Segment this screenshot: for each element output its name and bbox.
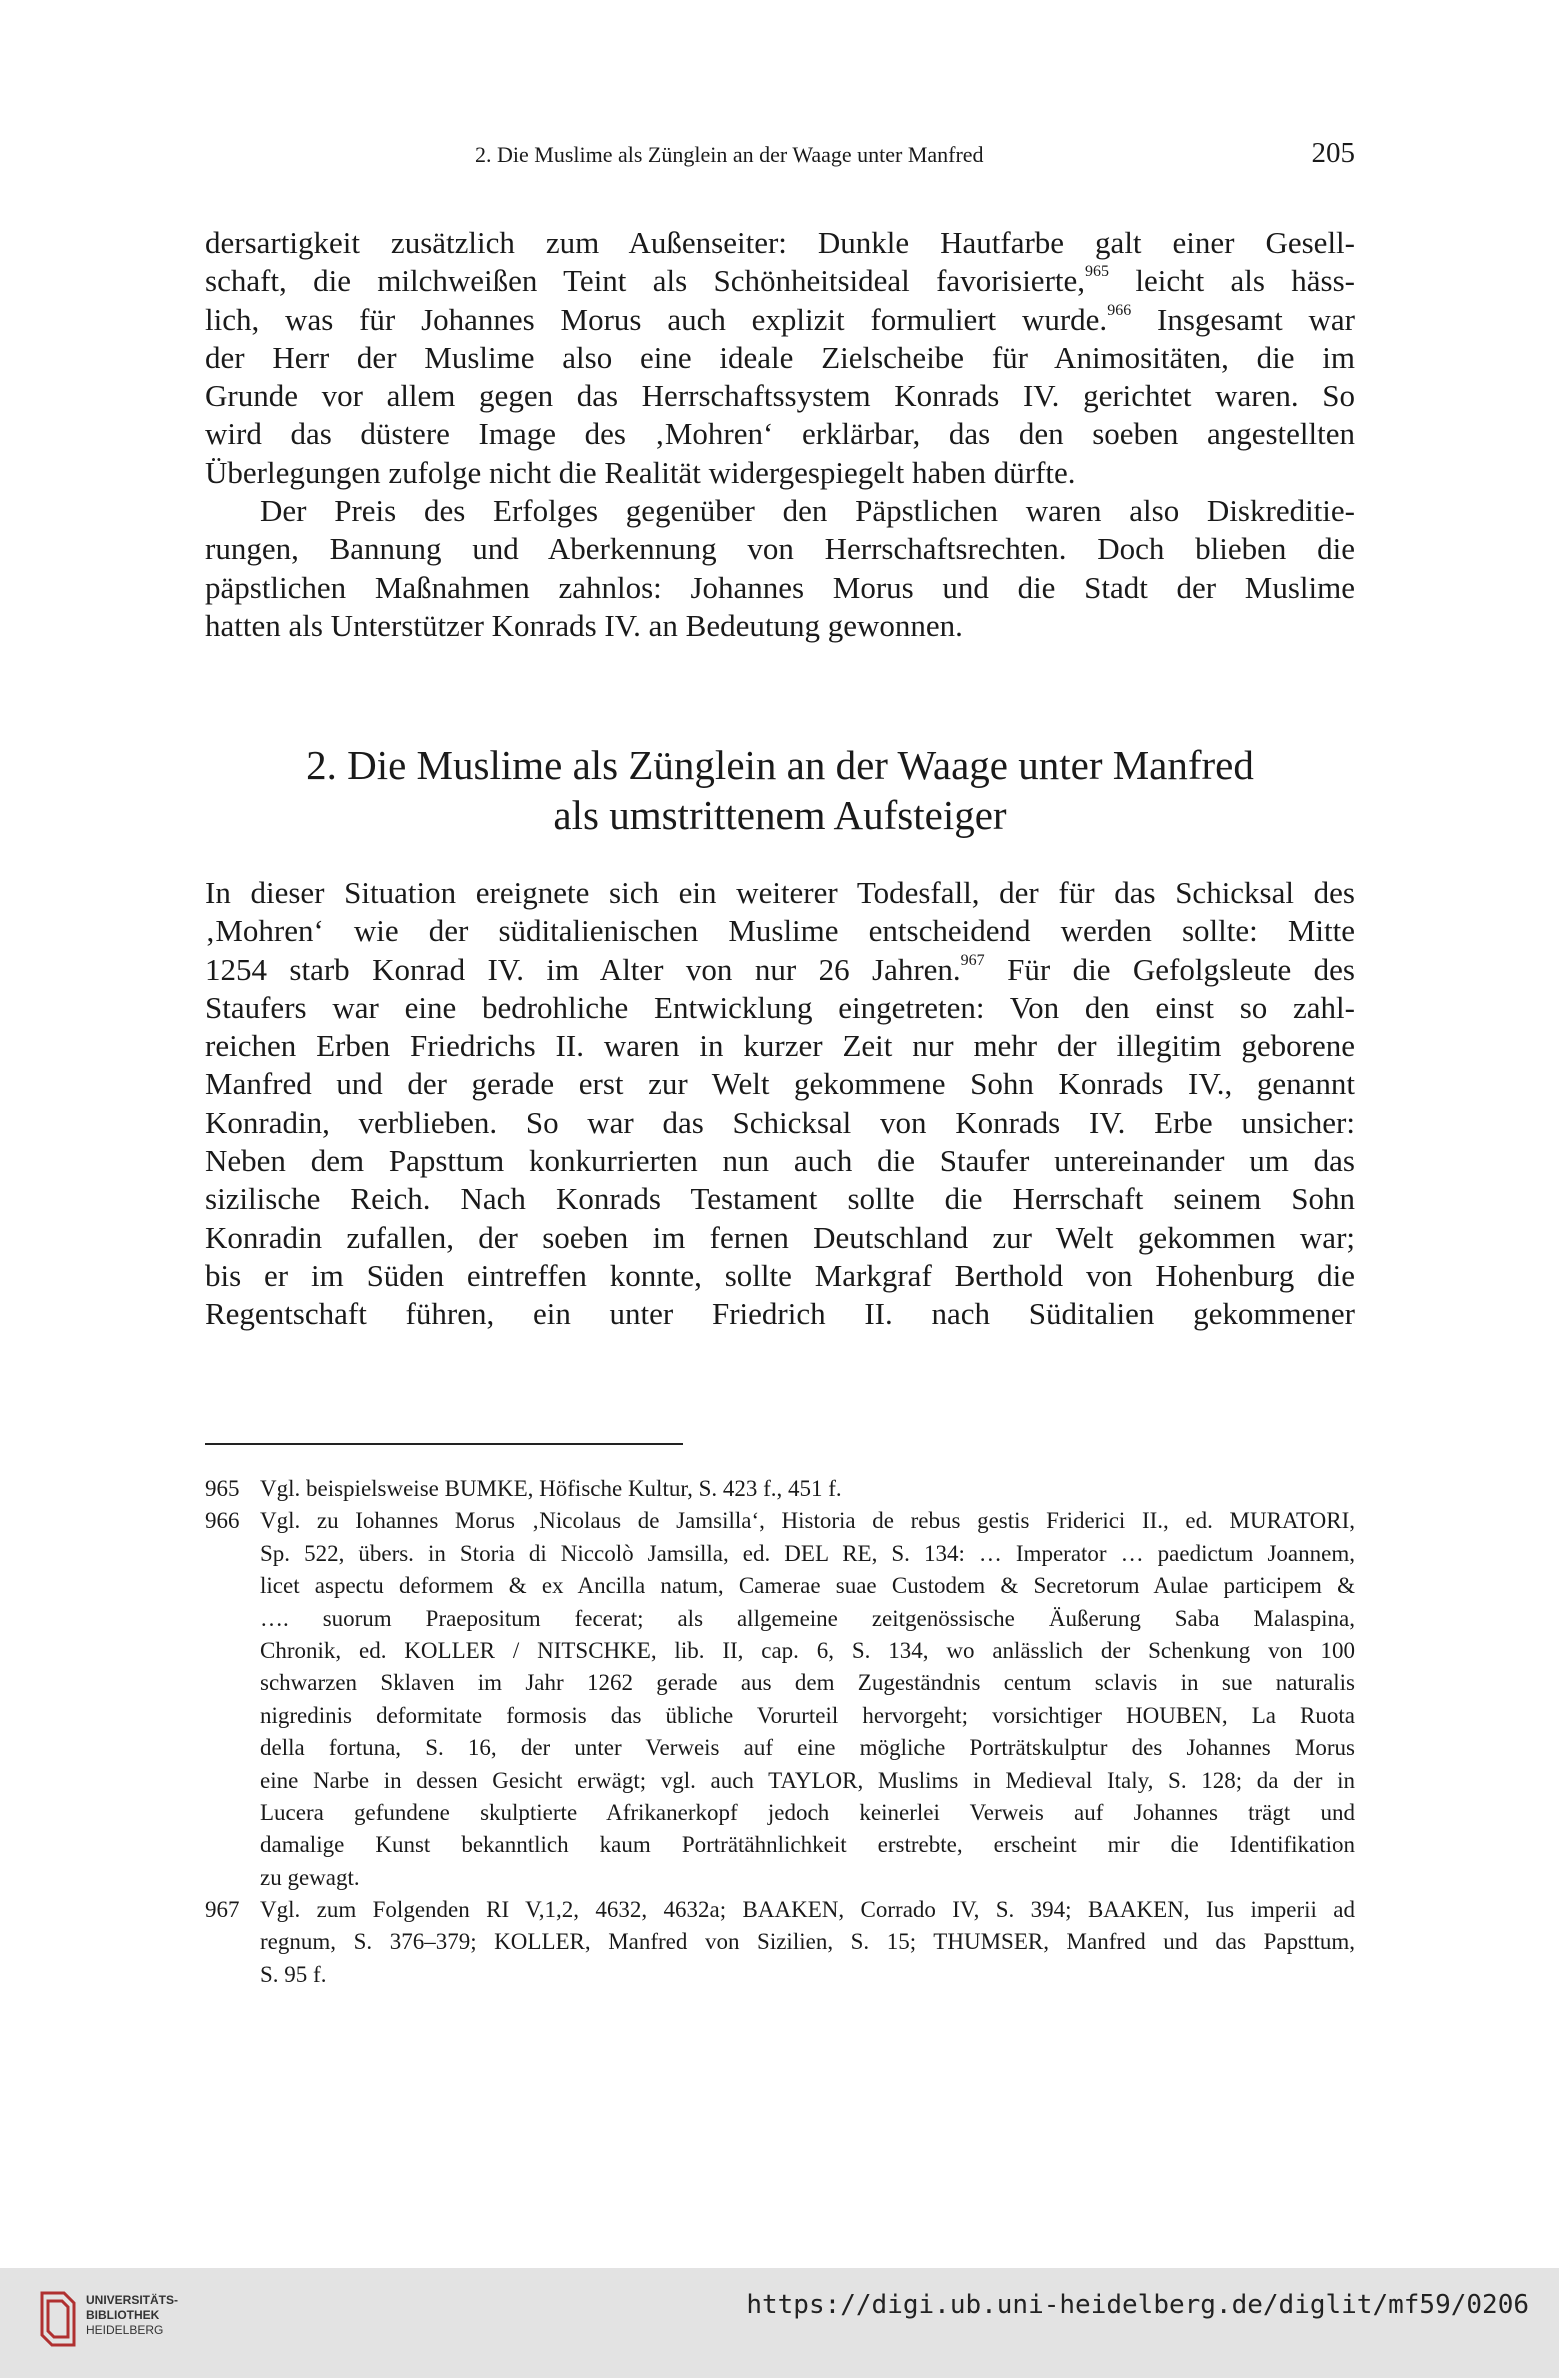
text-line: schaft, die milchweißen Teint als Schönheitsideal favorisierte,$^{965}$ leicht als häss- (205, 263, 1355, 299)
library-emblem-icon (38, 2287, 78, 2351)
logo-text: UNIVERSITÄTS- BIBLIOTHEK HEIDELBERG (86, 2293, 179, 2337)
footnote-line: nigredinis deformitate formosis das übliche Vorurteil hervorgeht; vorsichtiger HOUBEN, La Ruota (260, 1702, 1355, 1728)
text-line: lich, was für Johannes Morus auch explizit formuliert wurde.$^{966}$ Insgesamt war (205, 301, 1356, 337)
footnote-line: regnum, S. 376–379; KOLLER, Manfred von Sizilien, S. 15; THUMSER, Manfred und das Papsttum, (260, 1929, 1355, 1955)
text-line: rungen, Bannung und Aberkennung von Herrschaftsrechten. Doch blieben die (205, 531, 1355, 567)
footnote-ref-966[interactable]: 966 (1107, 301, 1132, 319)
footnote-line: zu gewagt. (260, 1864, 360, 1890)
university-library-logo[interactable] (38, 2287, 208, 2359)
text-line: bis er im Süden eintreffen konnte, sollte Markgraf Berthold von Hohenburg die (205, 1257, 1355, 1293)
text-line: reichen Erben Friedrichs II. waren in kurzer Zeit nur mehr der illegitim geborene (205, 1028, 1355, 1064)
footnote-966 (205, 1505, 1355, 1894)
text-line: 1254 starb Konrad IV. im Alter von nur 26 Jahren.$^{967}$ Für die Gefolgsleute des (205, 951, 1355, 987)
text-line: hatten als Unterstützer Konrads IV. an Bedeutung gewonnen. (205, 607, 963, 643)
text-line: dersartigkeit zusätzlich zum Außenseiter: Dunkle Hautfarbe galt einer Gesell- (205, 225, 1355, 260)
footnote-line: Vgl. zum Folgenden RI V,1,2, 4632, 4632a; BAAKEN, Corrado IV, S. 394; BAAKEN, Ius imperii ad (260, 1897, 1355, 1923)
text-line: ‚Mohren‘ wie der süditalienischen Muslime entscheidend werden sollte: Mitte (205, 913, 1355, 949)
section-heading (205, 740, 1355, 840)
running-head-title: 2. Die Muslime als Zünglein an der Waage unter Manfred (475, 142, 984, 167)
footnote-line: licet aspectu deformem & ex Ancilla natum, Camerae suae Custodem & Secretorum Aulae participem & (260, 1573, 1355, 1599)
footnote-ref-967[interactable]: 967 (960, 951, 985, 969)
text-line: Konradin zufallen, der soeben im fernen Deutschland zur Welt gekommen war; (205, 1219, 1355, 1255)
text-line: Regentschaft führen, ein unter Friedrich II. nach Süditalien gekommener (205, 1296, 1355, 1332)
body-paragraphs-section (205, 874, 1355, 1334)
section-heading-line: als umstrittenem Aufsteiger (553, 792, 1007, 838)
text-line: Der Preis des Erfolges gegenüber den Päpstlichen waren also Diskreditie- (260, 493, 1355, 529)
text-line: Manfred und der gerade erst zur Welt gekommene Sohn Konrads IV., genannt (205, 1066, 1355, 1102)
footnotes (205, 1473, 1355, 1991)
text-line: Grunde vor allem gegen das Herrschaftssystem Konrads IV. gerichtet waren. So (205, 378, 1355, 414)
footnote-number: 965 (205, 1476, 240, 1501)
footnote-line: S. 95 f. (260, 1961, 327, 1987)
footnote-line: eine Narbe in dessen Gesicht erwägt; vgl. auch TAYLOR, Muslims in Medieval Italy, S. 128; da der in (260, 1767, 1355, 1793)
text-line: der Herr der Muslime also eine ideale Zielscheibe für Animositäten, die im (205, 339, 1355, 375)
section-heading-line: 2. Die Muslime als Zünglein an der Waage unter Manfred (306, 742, 1254, 788)
footnote-line: Vgl. beispielsweise BUMKE, Höfische Kultur, S. 423 f., 451 f. (260, 1476, 842, 1501)
footnote-line: Lucera gefundene skulptierte Afrikanerkopf jedoch keinerlei Verweis auf Johannes trägt und (260, 1799, 1355, 1825)
text-line: Neben dem Papsttum konkurrierten nun auch die Staufer untereinander um das (205, 1143, 1355, 1179)
footer-bar (0, 2268, 1559, 2378)
text-line: päpstlichen Maßnahmen zahnlos: Johannes Morus und die Stadt der Muslime (205, 569, 1355, 605)
footnote-965 (205, 1473, 1355, 1505)
footnote-line: schwarzen Sklaven im Jahr 1262 gerade aus dem Zugeständnis centum sclavis in sue naturalis (260, 1670, 1355, 1696)
footnote-number: 967 (205, 1897, 240, 1923)
text-line: Konradin, verblieben. So war das Schicksal von Konrads IV. Erbe unsicher: (205, 1104, 1355, 1140)
footnote-967 (205, 1894, 1355, 1991)
footnote-line: damalige Kunst bekanntlich kaum Porträtähnlichkeit erstrebte, erscheint mir die Identifikation (260, 1832, 1355, 1858)
footnote-divider (205, 1443, 683, 1445)
footnote-number: 966 (205, 1508, 240, 1534)
source-url[interactable]: https://digi.ub.uni-heidelberg.de/diglit/mf59/0206 (746, 2290, 1529, 2320)
footnote-ref-965[interactable]: 965 (1085, 263, 1110, 281)
text-line: Staufers war eine bedrohliche Entwicklung eingetreten: Von den einst so zahl- (205, 989, 1355, 1025)
text-line: In dieser Situation ereignete sich ein weiterer Todesfall, der für das Schicksal des (205, 875, 1355, 910)
body-paragraphs-top (205, 224, 1355, 645)
text-line: sizilische Reich. Nach Konrads Testament sollte die Herrschaft seinem Sohn (205, 1181, 1355, 1217)
running-head (205, 133, 1355, 173)
footnote-line: della fortuna, S. 16, der unter Verweis auf eine mögliche Porträtskulptur des Johannes Morus (260, 1735, 1355, 1761)
text-line: Überlegungen zufolge nicht die Realität widergespiegelt haben dürfte. (205, 454, 1076, 490)
text-line: wird das düstere Image des ‚Mohren‘ erklärbar, das den soeben angestellten (205, 416, 1355, 452)
page-number: 205 (1311, 137, 1355, 169)
footnote-line: Vgl. zu Iohannes Morus ‚Nicolaus de Jamsilla‘, Historia de rebus gestis Friderici II., ed. MURATORI, (260, 1508, 1355, 1534)
footnote-line: …. suorum Praepositum fecerat; als allgemeine zeitgenössische Äußerung Saba Malaspina, (260, 1605, 1355, 1631)
footnote-line: Sp. 522, übers. in Storia di Niccolò Jamsilla, ed. DEL RE, S. 134: … Imperator … paedictum Joannem, (260, 1540, 1355, 1566)
footnote-line: Chronik, ed. KOLLER / NITSCHKE, lib. II, cap. 6, S. 134, wo anlässlich der Schenkung von 100 (260, 1637, 1355, 1663)
